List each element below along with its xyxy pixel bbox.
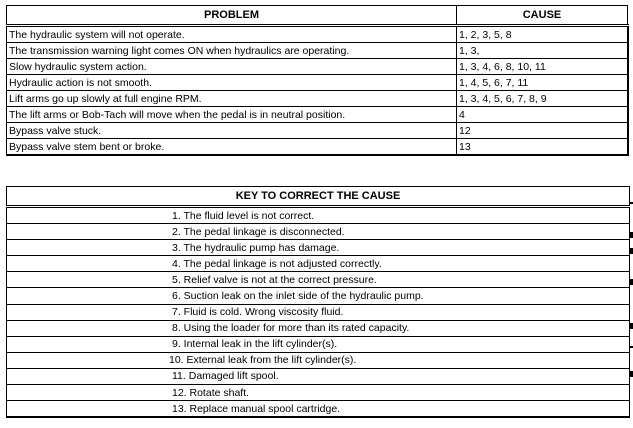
key-item: 11. Damaged lift spool. [7, 368, 630, 384]
cause-cell: 4 [457, 107, 628, 123]
table-row [7, 139, 628, 156]
cause-cell: 1, 4, 5, 6, 7, 11 [457, 75, 628, 91]
table-row [7, 288, 630, 304]
key-item: 6. Suction leak on the inlet side of the hydraulic pump. [7, 288, 630, 304]
table-row [7, 43, 628, 59]
cause-cell: 1, 3, 4, 5, 6, 7, 8, 9 [457, 91, 628, 107]
problem-cell: The hydraulic system will not operate. [7, 26, 457, 43]
table-header-row [7, 6, 628, 26]
table-row [7, 368, 630, 384]
table-row [7, 385, 630, 401]
key-item: 10. External leak from the lift cylinder(s). [7, 352, 630, 368]
cause-cell: 1, 3, [457, 43, 628, 59]
cause-cell: 1, 2, 3, 5, 8 [457, 26, 628, 43]
table-row [7, 123, 628, 139]
cause-cell: 1, 3, 4, 6, 8, 10, 11 [457, 59, 628, 75]
problem-cell: The lift arms or Bob-Tach will move when the pedal is in neutral position. [7, 107, 457, 123]
key-item: 8. Using the loader for more than its rated capacity. [7, 320, 630, 336]
problem-cell: The transmission warning light comes ON when hydraulics are operating. [7, 43, 457, 59]
key-item: 12. Rotate shaft. [7, 385, 630, 401]
table-row [7, 336, 630, 352]
problem-cell: Bypass valve stem bent or broke. [7, 139, 457, 156]
key-item: 7. Fluid is cold. Wrong viscosity fluid. [7, 304, 630, 320]
problem-cell: Lift arms go up slowly at full engine RPM. [7, 91, 457, 107]
problem-cell: Slow hydraulic system action. [7, 59, 457, 75]
key-item: 5. Relief valve is not at the correct pressure. [7, 272, 630, 288]
table-row [7, 352, 630, 368]
table-row [7, 272, 630, 288]
key-item: 13. Replace manual spool cartridge. [7, 401, 630, 418]
key-item: 2. The pedal linkage is disconnected. [7, 224, 630, 240]
table-row [7, 207, 630, 224]
cause-cell: 13 [457, 139, 628, 156]
cause-cell: 12 [457, 123, 628, 139]
table-row [7, 256, 630, 272]
key-to-correct-table [6, 186, 630, 418]
table-row [7, 304, 630, 320]
table-row [7, 320, 630, 336]
problem-column-header: PROBLEM [7, 6, 457, 26]
table-row [7, 224, 630, 240]
problem-cell: Bypass valve stuck. [7, 123, 457, 139]
key-table-header: KEY TO CORRECT THE CAUSE [7, 187, 630, 207]
key-item: 9. Internal leak in the lift cylinder(s). [7, 336, 630, 352]
table-row [7, 240, 630, 256]
table-row [7, 91, 628, 107]
table-row [7, 59, 628, 75]
table-row [7, 75, 628, 91]
problem-cell: Hydraulic action is not smooth. [7, 75, 457, 91]
problem-cause-table [6, 5, 629, 156]
key-item: 3. The hydraulic pump has damage. [7, 240, 630, 256]
table-row [7, 26, 628, 43]
table-header-row [7, 187, 630, 207]
table-row [7, 107, 628, 123]
table-row [7, 401, 630, 418]
key-item: 1. The fluid level is not correct. [7, 207, 630, 224]
cause-column-header: CAUSE [457, 6, 628, 26]
key-item: 4. The pedal linkage is not adjusted correctly. [7, 256, 630, 272]
